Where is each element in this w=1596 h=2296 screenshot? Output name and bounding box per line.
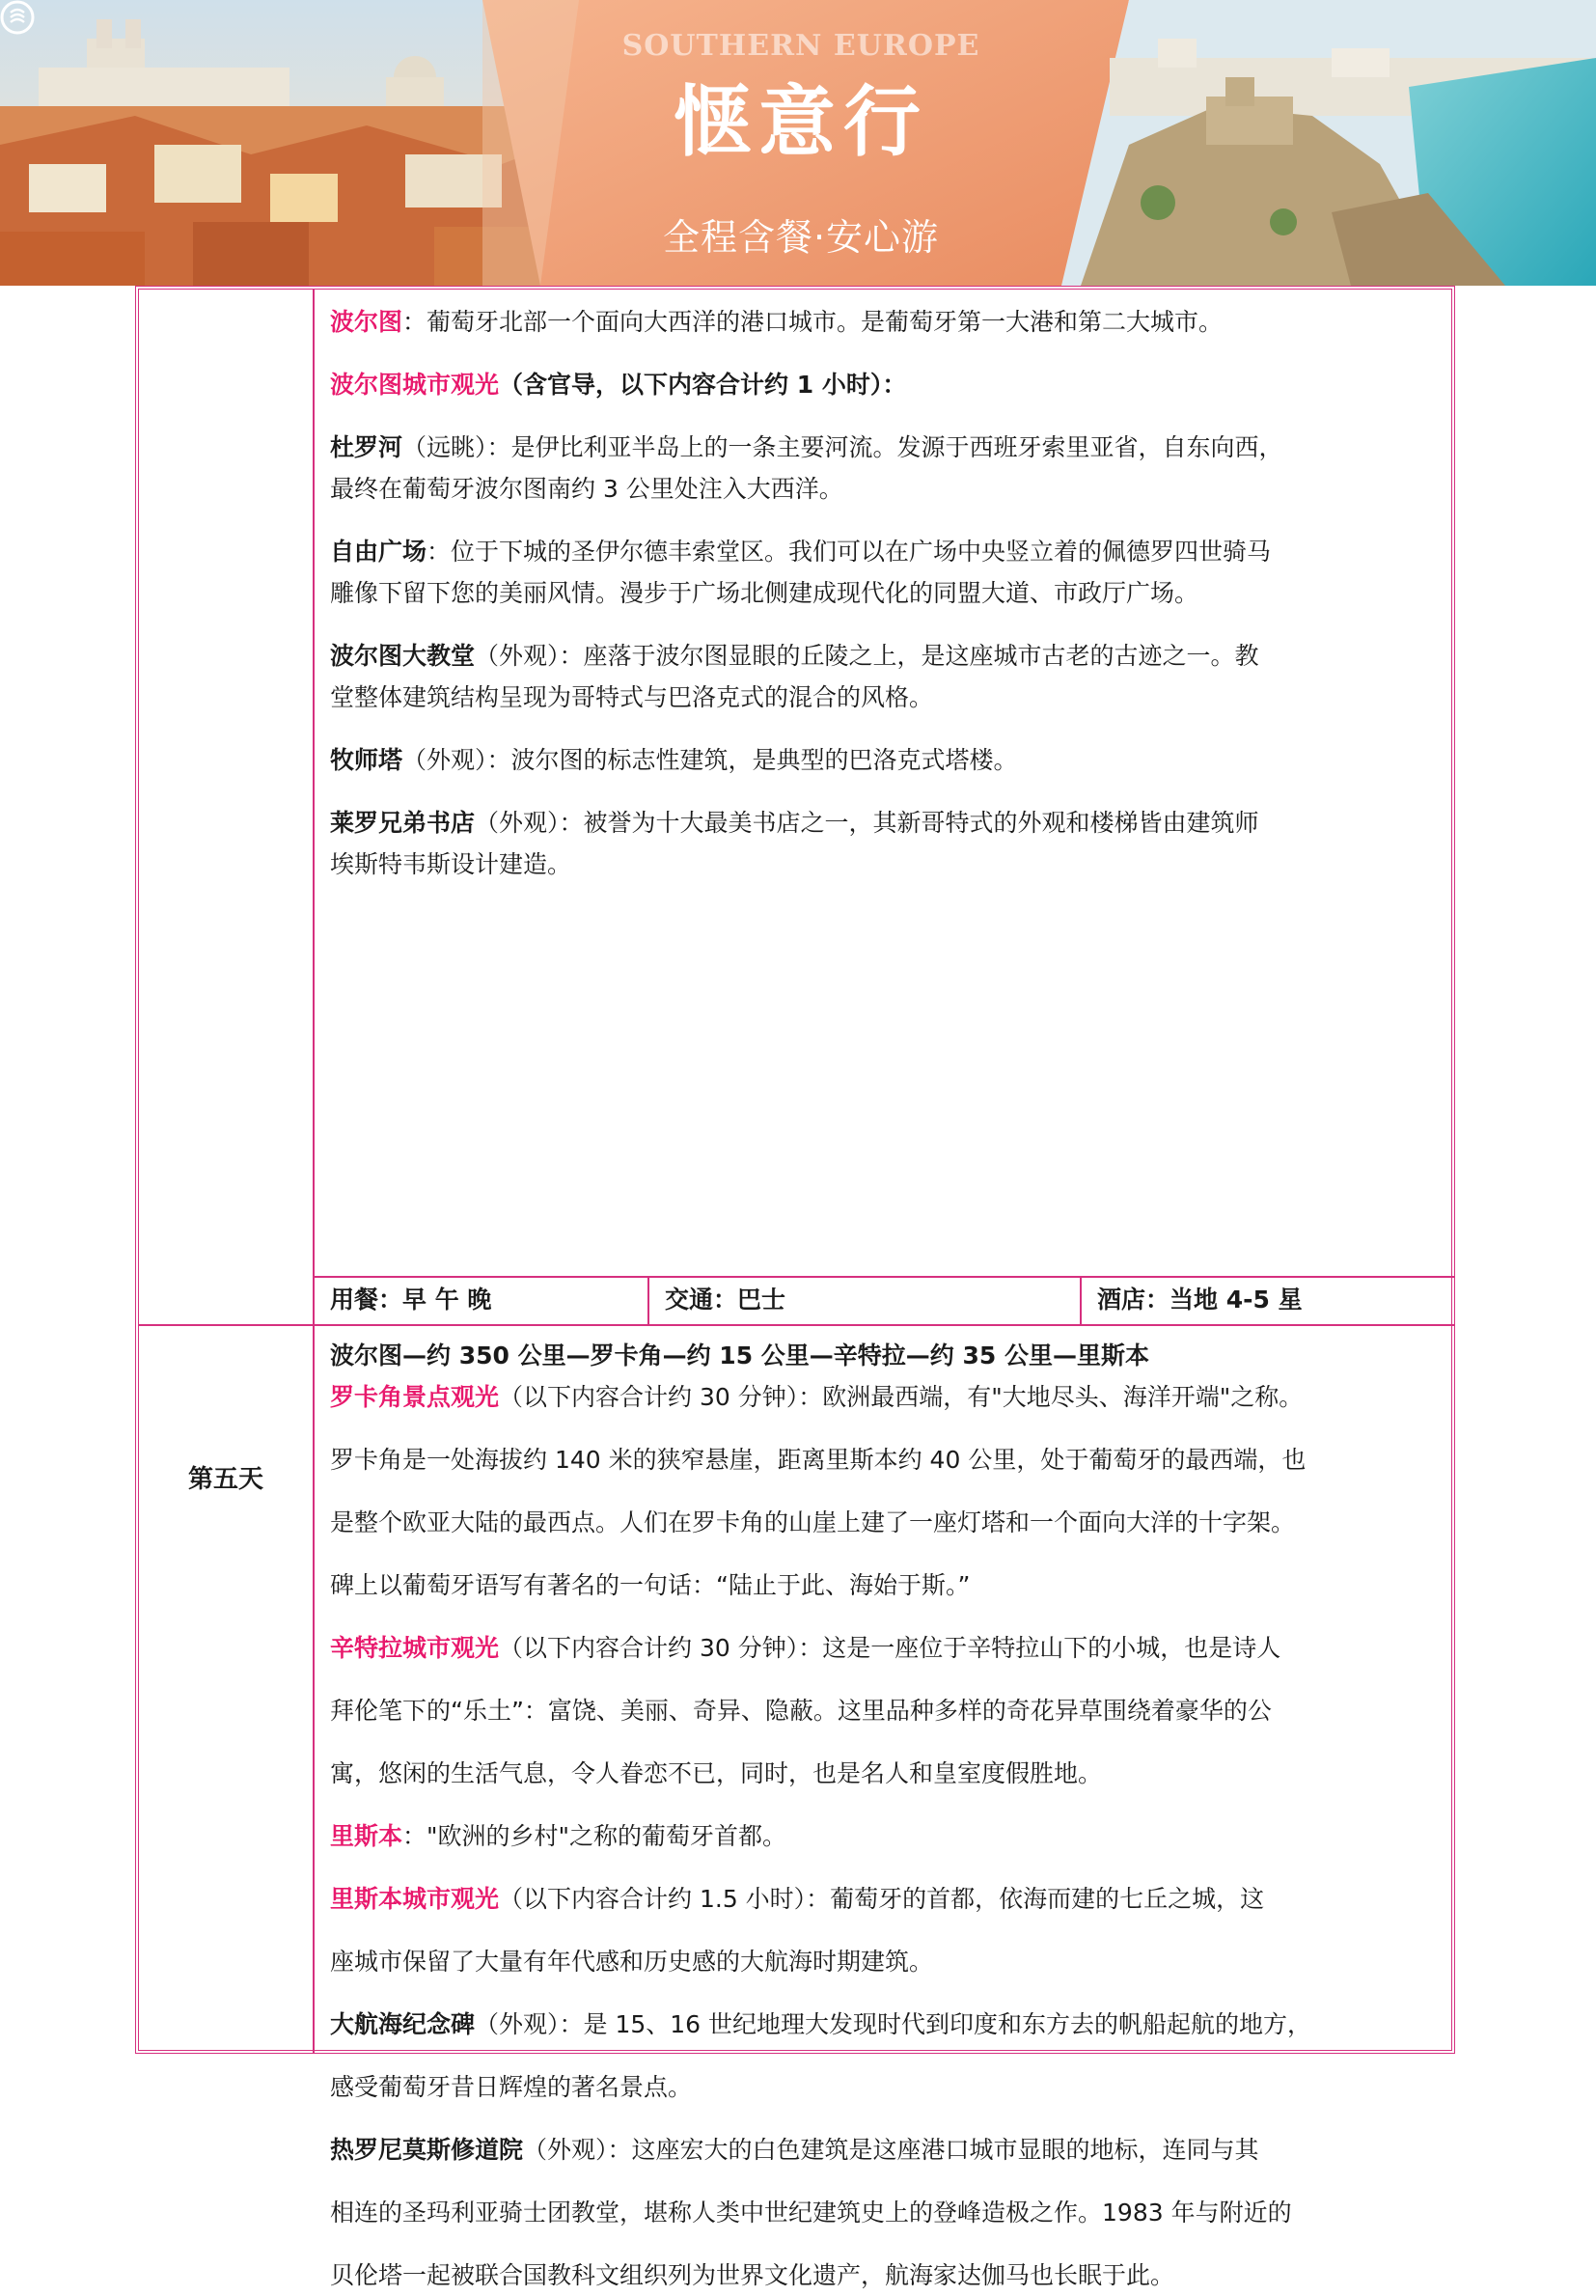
brand-logo-icon bbox=[0, 0, 35, 35]
keyword: 罗卡角景点观光 bbox=[330, 1383, 500, 1411]
row-divider bbox=[139, 1324, 1455, 1326]
keyword: 波尔图 bbox=[330, 308, 403, 336]
keyword: 热罗尼莫斯修道院 bbox=[330, 2136, 524, 2164]
meal-info: 用餐：早 午 晚 bbox=[330, 1286, 492, 1314]
banner-subtitle: SOUTHERN EUROPE bbox=[621, 29, 980, 63]
keyword: 牧师塔 bbox=[330, 746, 403, 774]
banner-slogan: 全程含餐·安心游 bbox=[662, 216, 940, 259]
meal-cell-divider bbox=[647, 1276, 649, 1324]
itinerary-table bbox=[135, 286, 1455, 2289]
keyword: 自由广场 bbox=[330, 538, 427, 566]
day5-content: 波尔图—约 350 公里—罗卡角—约 15 公里—辛特拉—约 35 公里—里斯本 罗卡角景点观光（以下内容合计约 30 分钟）：欧洲最西端，有"大地尽头、海洋开端"之称。 罗卡角是一处海拔约 140 米的狭窄悬崖，距离里斯本约 40 公里，处于葡萄牙的最西端，也 是整个欧亚大陆的最西点。人们在罗卡角的山崖上建了一座灯塔和一个面向大洋的十字架。 碑上以葡萄牙语写有著名的一句话：“陆止于此、海始于斯。” 辛特拉城市观光（以下内容合计约 30 分钟）：这是一座位于辛特拉山下的小城，也是诗人 拜伦笔下的“乐土”：富饶、美丽、奇异、隐蔽。这里品种多样的奇花异草围绕着豪华的公 寓，悠闲的生活气息，令人眷恋不已，同时，也是名人和皇室度假胜地。 里斯本："欧洲的乡村"之称的葡萄牙首都。 里斯本城市观光（以下内容合计约 1.5 小时）：葡萄牙的首都，依海而建的七丘之城，这 座城市保留了大量有年代感和历史感的大航海时期建筑。 大航海纪念碑（外观）：是 15、16 世纪地理大发现时代到印度和东方去的帆船起航的地方， 感受葡萄牙昔日辉煌的著名景点。 热罗尼莫斯修道院（外观）：这座宏大的白色建筑是这座港口城市显眼的地标，连同与其 相连的圣玛利亚骑士团教堂，堪称人类中世纪建筑史上的登峰造极之作。1983 年与附近的 贝伦塔一起被联合国教科文组织列为世界文化遗产，航海家达伽马也长眠于此。 bbox=[330, 1335, 1449, 2296]
banner-title: 惬意行 bbox=[674, 76, 928, 167]
hotel-info: 酒店：当地 4-5 星 bbox=[1097, 1286, 1303, 1314]
day4-content: 波尔图：葡萄牙北部一个面向大西洋的港口城市。是葡萄牙第一大港和第二大城市。 波尔图城市观光（含官导，以下内容合计约 1 小时）： 杜罗河（远眺）：是伊比利亚半岛上的一条主要河流。发源于西班牙索里亚省，自东向西， 最终在葡萄牙波尔图南约 3 公里处注入大西洋。 自由广场：位于下城的圣伊尔德丰索堂区。我们可以在广场中央竖立着的佩德罗四世骑马 雕像下留下您的美丽风情。漫步于广场北侧建成现代化的同盟大道、市政厅广场。 波尔图大教堂（外观）：座落于波尔图显眼的丘陵之上，是这座城市古老的古迹之一。教 堂整体建筑结构呈现为哥特式与巴洛克式的混合的风格。 牧师塔（外观）：波尔图的标志性建筑，是典型的巴洛克式塔楼。 莱罗兄弟书店（外观）：被誉为十大最美书店之一，其新哥特式的外观和楼梯皆由建筑师 埃斯特韦斯设计建造。 bbox=[330, 308, 1283, 878]
keyword: 波尔图大教堂 bbox=[330, 642, 476, 670]
column-divider bbox=[313, 290, 315, 2054]
keyword: 里斯本城市观光 bbox=[330, 1885, 500, 1913]
header-banner bbox=[0, 0, 1596, 286]
day-label: 第五天 bbox=[187, 1465, 263, 1494]
transport-info: 交通：巴士 bbox=[665, 1286, 786, 1314]
right-coast-photo bbox=[1061, 0, 1596, 286]
keyword: 里斯本 bbox=[330, 1822, 403, 1850]
meal-cell-divider bbox=[1080, 1276, 1082, 1324]
route: 波尔图—约 350 公里—罗卡角—约 15 公里—辛特拉—约 35 公里—里斯本 bbox=[330, 1342, 1149, 1369]
keyword: 杜罗河 bbox=[330, 433, 403, 461]
keyword: 大航海纪念碑 bbox=[330, 2010, 476, 2038]
keyword: 辛特拉城市观光 bbox=[330, 1634, 500, 1662]
row-divider bbox=[313, 1276, 1455, 1278]
keyword: 波尔图城市观光 bbox=[330, 371, 500, 399]
keyword: 莱罗兄弟书店 bbox=[330, 809, 476, 837]
